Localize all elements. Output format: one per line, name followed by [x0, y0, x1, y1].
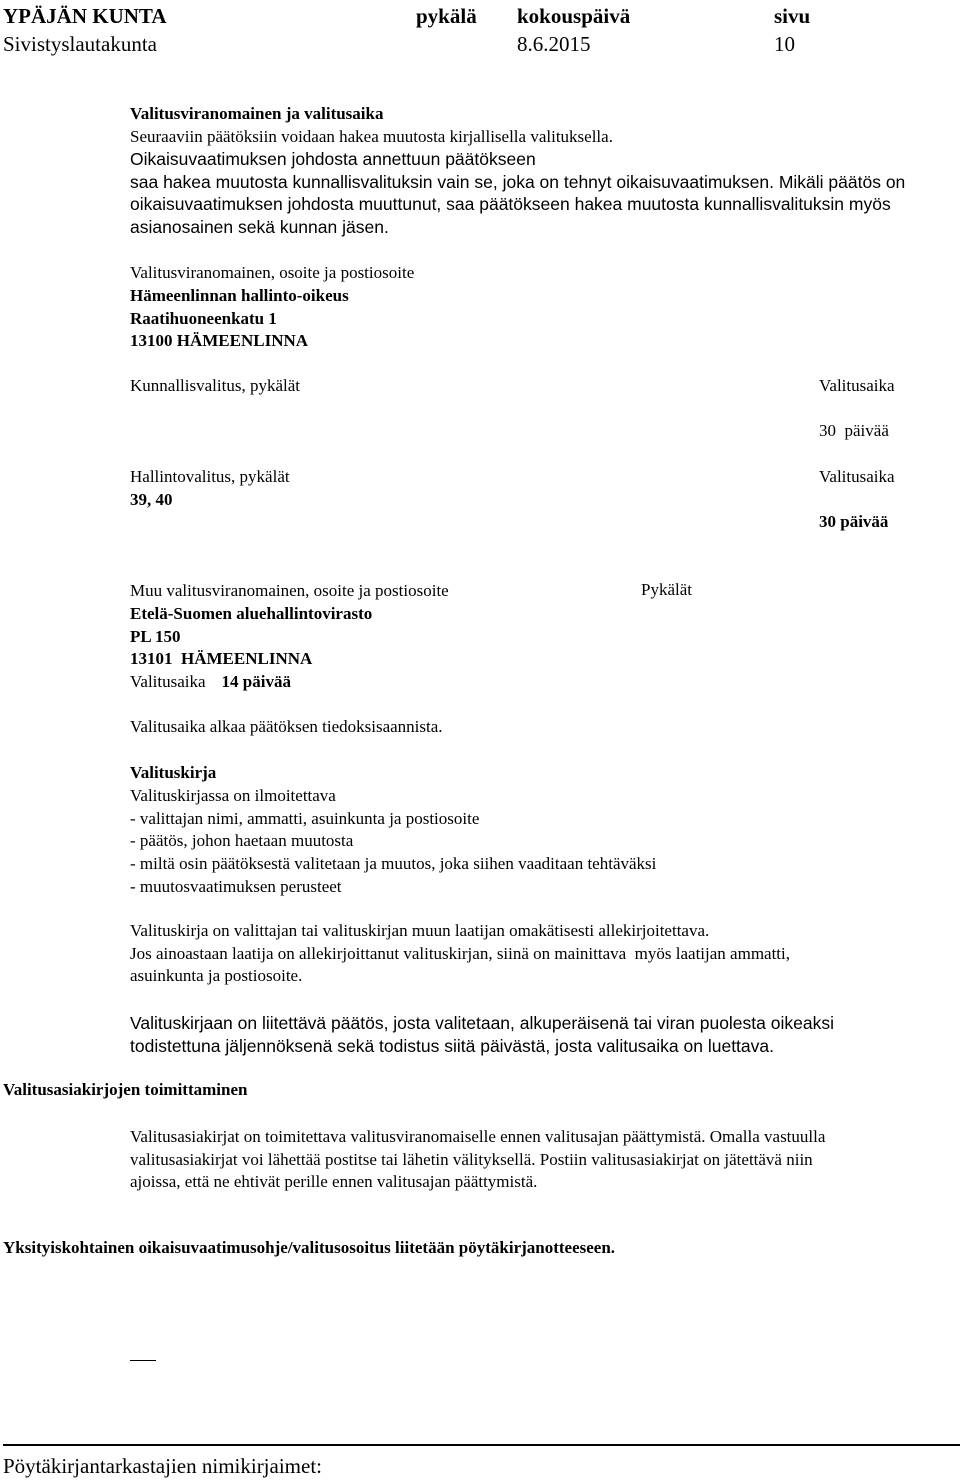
- signature-divider: [3, 1444, 960, 1446]
- attachment-line: Valituskirjaan on liitettävä päätös, josta valitetaan, alkuperäisenä tai viran puolesta oikeaksi: [130, 1013, 834, 1033]
- appeal-letter-item: - valittajan nimi, ammatti, asuinkunta ja postiosoite: [130, 808, 480, 828]
- appeal-intro-line: Seuraaviin päätöksiin voidaan hakea muutosta kirjallisella valituksella.: [130, 126, 613, 146]
- other-time-label: Valitusaika: [130, 672, 206, 692]
- appeal-letter-item: - muutosvaatimuksen perusteet: [130, 876, 342, 896]
- delivery-line: valitusasiakirjat voi lähettää postitse tai lähetin välityksellä. Postiin valitusasiakirjat on jätettävä niin: [130, 1149, 813, 1169]
- other-sections-label: Pykälät: [641, 580, 692, 599]
- other-authority-city: 13101 HÄMEENLINNA: [130, 649, 313, 669]
- other-authority-name: Etelä-Suomen aluehallintovirasto: [130, 603, 373, 623]
- authority-street: Raatihuoneenkatu 1: [130, 308, 277, 328]
- municipal-time-value: 30 päivää: [819, 421, 889, 440]
- section-label: pykälä: [416, 4, 477, 28]
- signing-line: asuinkunta ja postiosoite.: [130, 966, 303, 985]
- other-authority-address: [130, 580, 449, 694]
- signature-label: Pöytäkirjantarkastajien nimikirjaimet:: [3, 1454, 322, 1478]
- appeal-letter-item: - miltä osin päätöksestä valitetaan ja muutos, joka siihen vaaditaan tehtäväksi: [130, 854, 657, 874]
- appeal-letter-heading: Valituskirja: [130, 763, 217, 782]
- municipal-time-label: Valitusaika: [819, 376, 895, 395]
- delivery-line: Valitusasiakirjat on toimitettava valitusviranomaiselle ennen valitusajan päättymistä. Omalla vastuulla: [130, 1127, 826, 1146]
- page-number: 10: [774, 32, 795, 56]
- delivery-line: ajoissa, että ne ehtivät perille ennen valitusajan päättymistä.: [130, 1172, 538, 1191]
- signing-line: Jos ainoastaan laatija on allekirjoittanut valituskirjan, siinä on mainittava myös laatijan ammatti,: [130, 943, 791, 963]
- other-authority-pobox: PL 150: [130, 626, 181, 646]
- municipality-name: YPÄJÄN KUNTA: [3, 4, 167, 28]
- signing-line: Valituskirja on valittajan tai valituskirjan muun laatijan omakätisesti allekirjoitettava.: [130, 921, 710, 940]
- appeal-intro-line: oikaisuvaatimuksen johdosta muuttunut, saa päätökseen hakea muutosta kunnallisvalituksin myös: [130, 194, 891, 214]
- appeal-intro-line: asianosainen sekä kunnan jäsen.: [130, 216, 389, 237]
- appeal-letter-item: - päätös, johon haetaan muutosta: [130, 831, 354, 851]
- other-time-value: 14 päivää: [221, 672, 291, 692]
- other-time-row: [130, 671, 449, 694]
- committee-name: Sivistyslautakunta: [3, 32, 157, 56]
- delivery-text: [130, 1126, 825, 1194]
- admin-time-label: Valitusaika: [819, 467, 895, 486]
- page-label: sivu: [774, 4, 811, 28]
- appeal-intro-line: Oikaisuvaatimuksen johdosta annettuun päätökseen: [130, 149, 536, 169]
- admin-sections: 39, 40: [130, 490, 173, 509]
- appeal-letter-intro: Valituskirjassa on ilmoitettava: [130, 785, 336, 805]
- footer-note: Yksityiskohtainen oikaisuvaatimusohje/valitusosoitus liitetään pöytäkirjanotteeseen.: [3, 1238, 616, 1257]
- authority-name: Hämeenlinnan hallinto-oikeus: [130, 285, 349, 305]
- attachment-line: todistettuna jäljennöksenä sekä todistus siitä päivästä, josta valitusaika on luettava.: [130, 1035, 774, 1056]
- appeal-heading: Valitusviranomainen ja valitusaika: [130, 104, 384, 123]
- short-divider: [130, 1360, 156, 1361]
- appeal-intro-line: saa hakea muutosta kunnallisvalituksin vain se, joka on tehnyt oikaisuvaatimuksen. Mikäli päätös on: [130, 171, 906, 192]
- appeal-letter-section: [130, 762, 656, 899]
- authority-city: 13100 HÄMEENLINNA: [130, 331, 309, 351]
- meeting-date: 8.6.2015: [517, 32, 591, 56]
- date-label: kokouspäivä: [517, 4, 631, 28]
- appeal-letter-signing: [130, 920, 790, 988]
- appeal-section: [130, 103, 613, 148]
- municipal-appeal-label: Kunnallisvalitus, pykälät: [130, 376, 300, 395]
- appeal-letter-attachment: [130, 1012, 834, 1057]
- time-starts-note: Valitusaika alkaa päätöksen tiedoksisaannista.: [130, 717, 443, 736]
- admin-appeal-label: Hallintovalitus, pykälät: [130, 467, 290, 486]
- authority-address: [130, 262, 414, 353]
- admin-time-value: 30 päivää: [819, 512, 889, 531]
- appeal-intro-text: [130, 148, 905, 238]
- delivery-heading: Valitusasiakirjojen toimittaminen: [3, 1080, 248, 1099]
- other-authority-label: Muu valitusviranomainen, osoite ja postiosoite: [130, 581, 449, 600]
- authority-label: Valitusviranomainen, osoite ja postiosoite: [130, 263, 415, 282]
